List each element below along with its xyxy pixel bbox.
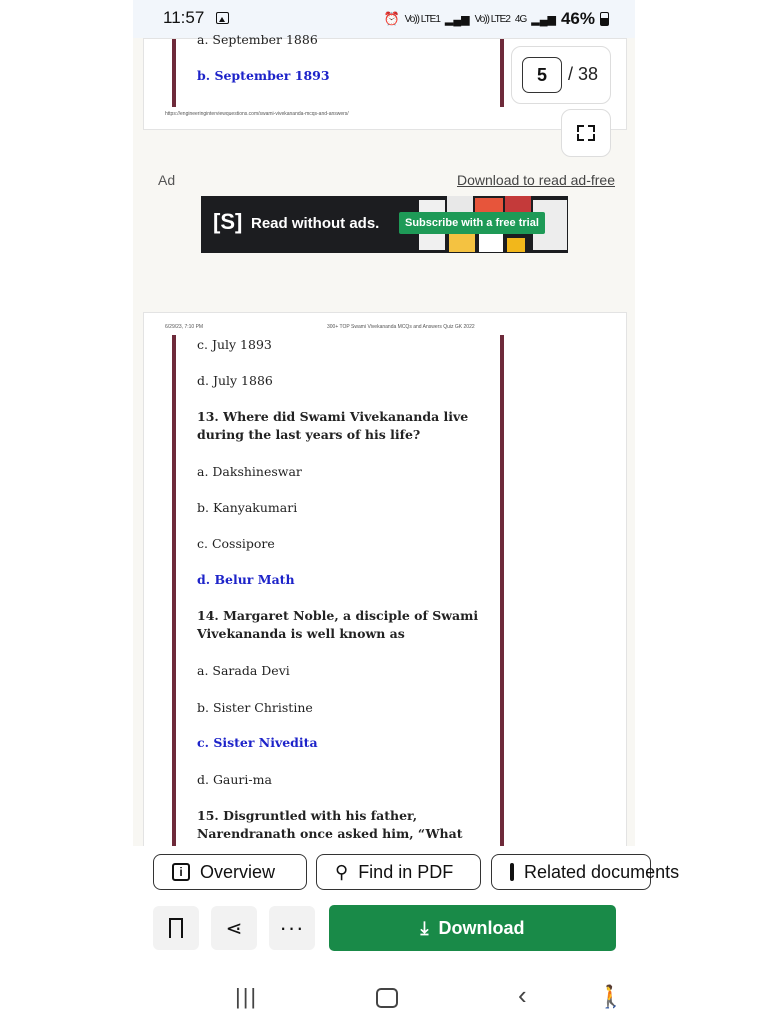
bookmark-icon bbox=[169, 918, 183, 938]
scribd-logo: [S] bbox=[213, 209, 243, 234]
status-icons bbox=[383, 9, 609, 29]
page-rule-right bbox=[500, 39, 504, 107]
page-rule-left bbox=[172, 39, 176, 107]
overview-tab[interactable] bbox=[153, 854, 307, 890]
option-b: b. Kanyakumari bbox=[197, 500, 298, 515]
question-14: 14. Margaret Noble, a disciple of Swami Vivekananda is well known as bbox=[197, 608, 479, 641]
question-15: 15. Disgruntled with his father, Narendranath once asked him, “What bbox=[197, 808, 463, 841]
option-a: a. September 1886 bbox=[197, 32, 318, 47]
subscribe-button[interactable]: Subscribe with a free trial bbox=[399, 212, 545, 234]
related-documents-tab[interactable] bbox=[491, 854, 680, 890]
fullscreen-icon-tr bbox=[588, 125, 595, 132]
option-a: a. Dakshineswar bbox=[197, 464, 302, 479]
page-header-title: 300+ TOP Swami Vivekananda MCQs and Answers Quiz GK 2022 bbox=[327, 324, 475, 330]
find-in-pdf-tab[interactable] bbox=[316, 854, 481, 890]
total-pages: / 38 bbox=[568, 64, 599, 84]
ad-banner[interactable] bbox=[201, 196, 568, 253]
answer-option-c: c. Sister Nivedita bbox=[197, 735, 318, 750]
page-footer-url: https://engineeringinterviewquestions.com/swami-vivekananda-mcqs-and-answers/ bbox=[165, 111, 349, 117]
action-bar bbox=[133, 898, 635, 962]
page-header-date: 6/29/23, 7:10 PM bbox=[165, 324, 204, 330]
info-icon: i bbox=[172, 863, 190, 881]
home-button[interactable] bbox=[376, 988, 398, 1008]
current-page-field[interactable]: 5 bbox=[522, 57, 562, 93]
option-d: d. Gauri-ma bbox=[197, 772, 272, 787]
alarm-icon: ⏰ bbox=[383, 11, 400, 26]
lte2-label: Vo)) LTE2 bbox=[474, 13, 510, 25]
back-button[interactable]: ‹ bbox=[518, 980, 527, 1010]
question-13: 13. Where did Swami Vivekananda live during the last years of his life? bbox=[197, 409, 469, 442]
recents-button[interactable]: ||| bbox=[235, 984, 259, 1009]
accessibility-icon[interactable]: 🚶 bbox=[597, 984, 625, 1009]
4g-label: 4G bbox=[514, 13, 527, 25]
page-rule-right bbox=[500, 335, 504, 855]
more-icon: ··· bbox=[279, 915, 305, 940]
bookmark-button[interactable] bbox=[153, 906, 199, 950]
more-options-button[interactable] bbox=[269, 906, 315, 950]
page-rule-left bbox=[172, 335, 176, 855]
image-notification-icon bbox=[216, 12, 229, 24]
phone-screen bbox=[133, 0, 680, 1024]
option-a: a. Sarada Devi bbox=[197, 663, 290, 678]
page-indicator[interactable] bbox=[511, 46, 611, 104]
battery-icon bbox=[600, 12, 609, 26]
left-margin bbox=[0, 0, 133, 1024]
option-b: b. Sister Christine bbox=[197, 700, 313, 715]
search-icon: ⚲ bbox=[335, 861, 349, 882]
answer-option-d: d. Belur Math bbox=[197, 572, 295, 587]
share-icon: ⋖ bbox=[225, 917, 243, 940]
document-tabs bbox=[133, 846, 680, 898]
answer-option-b: b. September 1893 bbox=[197, 68, 330, 83]
document-icon bbox=[510, 863, 514, 881]
signal-icon-2: ▂▄▆ bbox=[531, 13, 556, 26]
lte1-label: Vo)) LTE1 bbox=[404, 13, 440, 25]
download-icon: ⤓ bbox=[420, 917, 429, 938]
fullscreen-button[interactable] bbox=[561, 109, 611, 157]
ad-label: Ad bbox=[158, 172, 176, 188]
option-d: d. July 1886 bbox=[197, 373, 273, 388]
find-label: Find in PDF bbox=[358, 861, 454, 882]
download-button[interactable] bbox=[329, 905, 616, 951]
overview-label: Overview bbox=[200, 861, 276, 882]
signal-icon-1: ▂▄▆ bbox=[444, 13, 470, 26]
download-ad-free-link[interactable]: Download to read ad-free bbox=[457, 172, 615, 188]
option-c: c. July 1893 bbox=[197, 337, 272, 352]
pdf-page-current bbox=[143, 312, 627, 872]
download-label: Download bbox=[438, 917, 525, 938]
option-c: c. Cossipore bbox=[197, 536, 275, 551]
fullscreen-icon-bl bbox=[577, 134, 584, 141]
ad-headline: Read without ads. bbox=[251, 215, 380, 232]
fullscreen-icon-tl bbox=[577, 125, 584, 132]
battery-percent: 46% bbox=[560, 9, 595, 28]
fullscreen-icon-br bbox=[588, 134, 595, 141]
clock: 11:57 bbox=[163, 8, 205, 27]
system-nav-bar bbox=[133, 962, 635, 1024]
related-label: Related documents bbox=[524, 861, 680, 882]
share-button[interactable] bbox=[211, 906, 257, 950]
